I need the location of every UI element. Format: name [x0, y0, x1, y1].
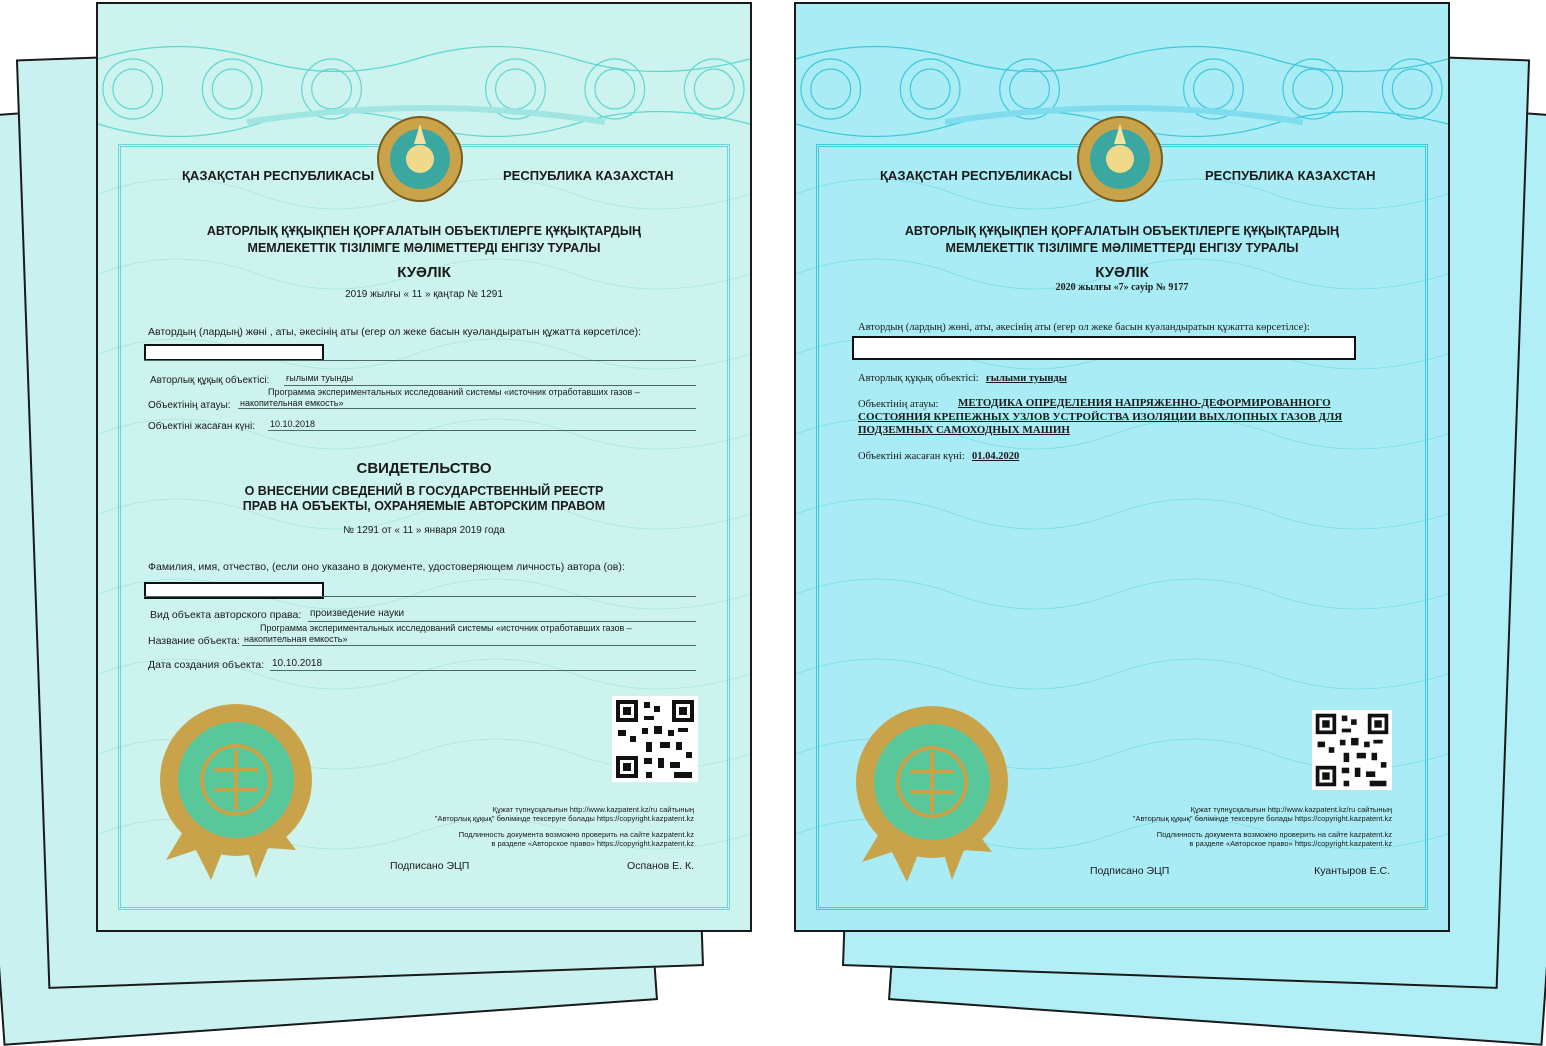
- certificate-right: [794, 2, 1450, 932]
- signed-ecp: Подписано ЭЦП: [390, 860, 470, 872]
- signed-ecp: Подписано ЭЦП: [1090, 865, 1170, 877]
- title-ru-svidetelstvo: СВИДЕТЕЛЬСТВО: [356, 460, 492, 477]
- country-name-ru: РЕСПУБЛИКА КАЗАХСТАН: [1205, 168, 1376, 183]
- created-label-ru: Дата создания объекта:: [148, 659, 265, 671]
- verify-ru-line-1: Подлинность документа возможно проверить на сайте kazpatent.kz: [458, 830, 694, 839]
- created-date-kz: 01.04.2020: [972, 451, 1020, 462]
- kz-date-number: 2020 жылғы «7» сәуір № 9177: [1055, 282, 1189, 293]
- signer-name: Куантыров Е.С.: [1314, 865, 1390, 877]
- title-kz-line-1: АВТОРЛЫҚ ҚҰҚЫҚПЕН ҚОРҒАЛАТЫН ОБЪЕКТІЛЕРГЕ ҚҰҚЫҚТАРДЫҢ: [206, 224, 642, 238]
- underline: [284, 385, 696, 386]
- verify-ru-line-2: в разделе «Авторское право» https://copyright.kazpatent.kz: [491, 839, 694, 848]
- author-label-kz: Автордың (лардың) жөні , аты, әкесінің аты (егер ол жеке басын куәландыратын құжатта көрсетілсе):: [148, 326, 641, 338]
- verify-kz-line-2: "Авторлық құқық" бөлімінде тексеруге болады https://copyright.kazpatent.kz: [434, 814, 694, 823]
- underline: [242, 645, 696, 646]
- kuelik-heading: КУӘЛІК: [397, 264, 451, 281]
- verify-kz-line-1: Құжат түпнұсқалығын http://www.kazpatent.kz/ru сайтының: [1190, 805, 1392, 814]
- title-kz-line-2: МЕМЛЕКЕТТІК ТІЗІЛІМГЕ МӘЛІМЕТТЕРДІ ЕНГІЗУ ТУРАЛЫ: [247, 241, 601, 255]
- object-type-value-kz: ғылыми туынды: [986, 373, 1067, 384]
- kazakhstan-emblem-icon: [1074, 114, 1166, 204]
- underline: [270, 670, 696, 671]
- created-label-kz: Объектіні жасаған күні:: [858, 451, 965, 462]
- qr-code-icon: [1312, 710, 1392, 790]
- object-type-label-ru: Вид объекта авторского права:: [150, 609, 302, 621]
- verify-kz-line-1: Құжат түпнұсқалығын http://www.kazpatent.kz/ru сайтының: [492, 805, 694, 814]
- verify-ru-line-2: в разделе «Авторское право» https://copyright.kazpatent.kz: [1189, 839, 1392, 848]
- signer-name: Оспанов Е. К.: [627, 860, 694, 872]
- kazpatent-seal-icon: [156, 700, 316, 885]
- country-name-kz: ҚАЗАҚСТАН РЕСПУБЛИКАСЫ: [880, 168, 1073, 183]
- object-name-label-kz: Объектінің атауы:: [858, 399, 939, 410]
- verify-ru-line-1: Подлинность документа возможно проверить на сайте kazpatent.kz: [1156, 830, 1392, 839]
- verify-kz-line-2: "Авторлық құқық" бөлімінде тексеруге болады https://copyright.kazpatent.kz: [1132, 814, 1392, 823]
- object-name-line-2: СОСТОЯНИЯ КРЕПЕЖНЫХ УЗЛОВ УСТРОЙСТВА ИЗОЛЯЦИИ ВЫХЛОПНЫХ ГАЗОВ ДЛЯ: [858, 411, 1343, 423]
- redacted-author-kz: [144, 344, 324, 361]
- underline: [238, 408, 696, 409]
- object-name-line-2-kz: накопительная емкость»: [240, 398, 344, 408]
- object-name-line-3: ПОДЗЕМНЫХ САМОХОДНЫХ МАШИН: [858, 424, 1070, 436]
- kazakhstan-emblem-icon: [374, 114, 466, 204]
- underline: [144, 596, 696, 597]
- kuelik-heading: КУӘЛІК: [1095, 264, 1149, 281]
- created-date-ru: 10.10.2018: [272, 658, 323, 669]
- title-kz-line-1: АВТОРЛЫҚ ҚҰҚЫҚПЕН ҚОРҒАЛАТЫН ОБЪЕКТІЛЕРГЕ ҚҰҚЫҚТАРДЫҢ: [904, 224, 1340, 238]
- country-name-kz: ҚАЗАҚСТАН РЕСПУБЛИКАСЫ: [182, 168, 375, 183]
- object-name-label-ru: Название объекта:: [148, 635, 240, 647]
- created-label-kz: Объектіні жасаған күні:: [148, 421, 256, 432]
- ru-number-date: № 1291 от « 11 » января 2019 года: [343, 525, 505, 536]
- object-name-line-1: МЕТОДИКА ОПРЕДЕЛЕНИЯ НАПРЯЖЕННО-ДЕФОРМИРОВАННОГО: [958, 397, 1331, 409]
- underline: [144, 360, 696, 361]
- title-ru-line-2: О ВНЕСЕНИИ СВЕДЕНИЙ В ГОСУДАРСТВЕННЫЙ РЕЕСТР: [244, 484, 604, 498]
- object-type-value-kz: ғылыми туынды: [286, 373, 354, 383]
- kazpatent-seal-icon: [852, 702, 1012, 887]
- qr-code-icon: [612, 696, 698, 782]
- underline: [308, 621, 696, 622]
- redacted-author-kz: [852, 336, 1356, 360]
- title-kz-line-2: МЕМЛЕКЕТТІК ТІЗІЛІМГЕ МӘЛІМЕТТЕРДІ ЕНГІЗУ ТУРАЛЫ: [945, 241, 1299, 255]
- created-date-kz: 10.10.2018: [270, 419, 316, 429]
- object-type-value-ru: произведение науки: [310, 608, 405, 619]
- kz-date-number: 2019 жылғы « 11 » қаңтар № 1291: [345, 289, 503, 300]
- object-name-line-1-kz: Программа экспериментальных исследований системы «источник отработавших газов –: [268, 387, 640, 397]
- underline: [268, 430, 696, 431]
- object-name-label-kz: Объектінің атауы:: [148, 400, 231, 411]
- object-name-line-1-ru: Программа экспериментальных исследований системы «источник отработавших газов –: [260, 623, 632, 633]
- certificate-left: [96, 2, 752, 932]
- object-type-label-kz: Авторлық құқық объектісі:: [150, 375, 270, 386]
- object-name-line-2-ru: накопительная емкость»: [244, 634, 348, 644]
- author-label-ru: Фамилия, имя, отчество, (если оно указано в документе, удостоверяющем личность) автора (ов):: [148, 561, 625, 573]
- object-type-label-kz: Авторлық құқық объектісі:: [858, 373, 979, 384]
- title-ru-line-3: ПРАВ НА ОБЪЕКТЫ, ОХРАНЯЕМЫЕ АВТОРСКИМ ПРАВОМ: [242, 499, 606, 513]
- author-label-kz: Автордың (лардың) жөні, аты, әкесінің аты (егер ол жеке басын куәландыратын құжатта көрсетілсе):: [858, 322, 1310, 333]
- country-name-ru: РЕСПУБЛИКА КАЗАХСТАН: [503, 168, 674, 183]
